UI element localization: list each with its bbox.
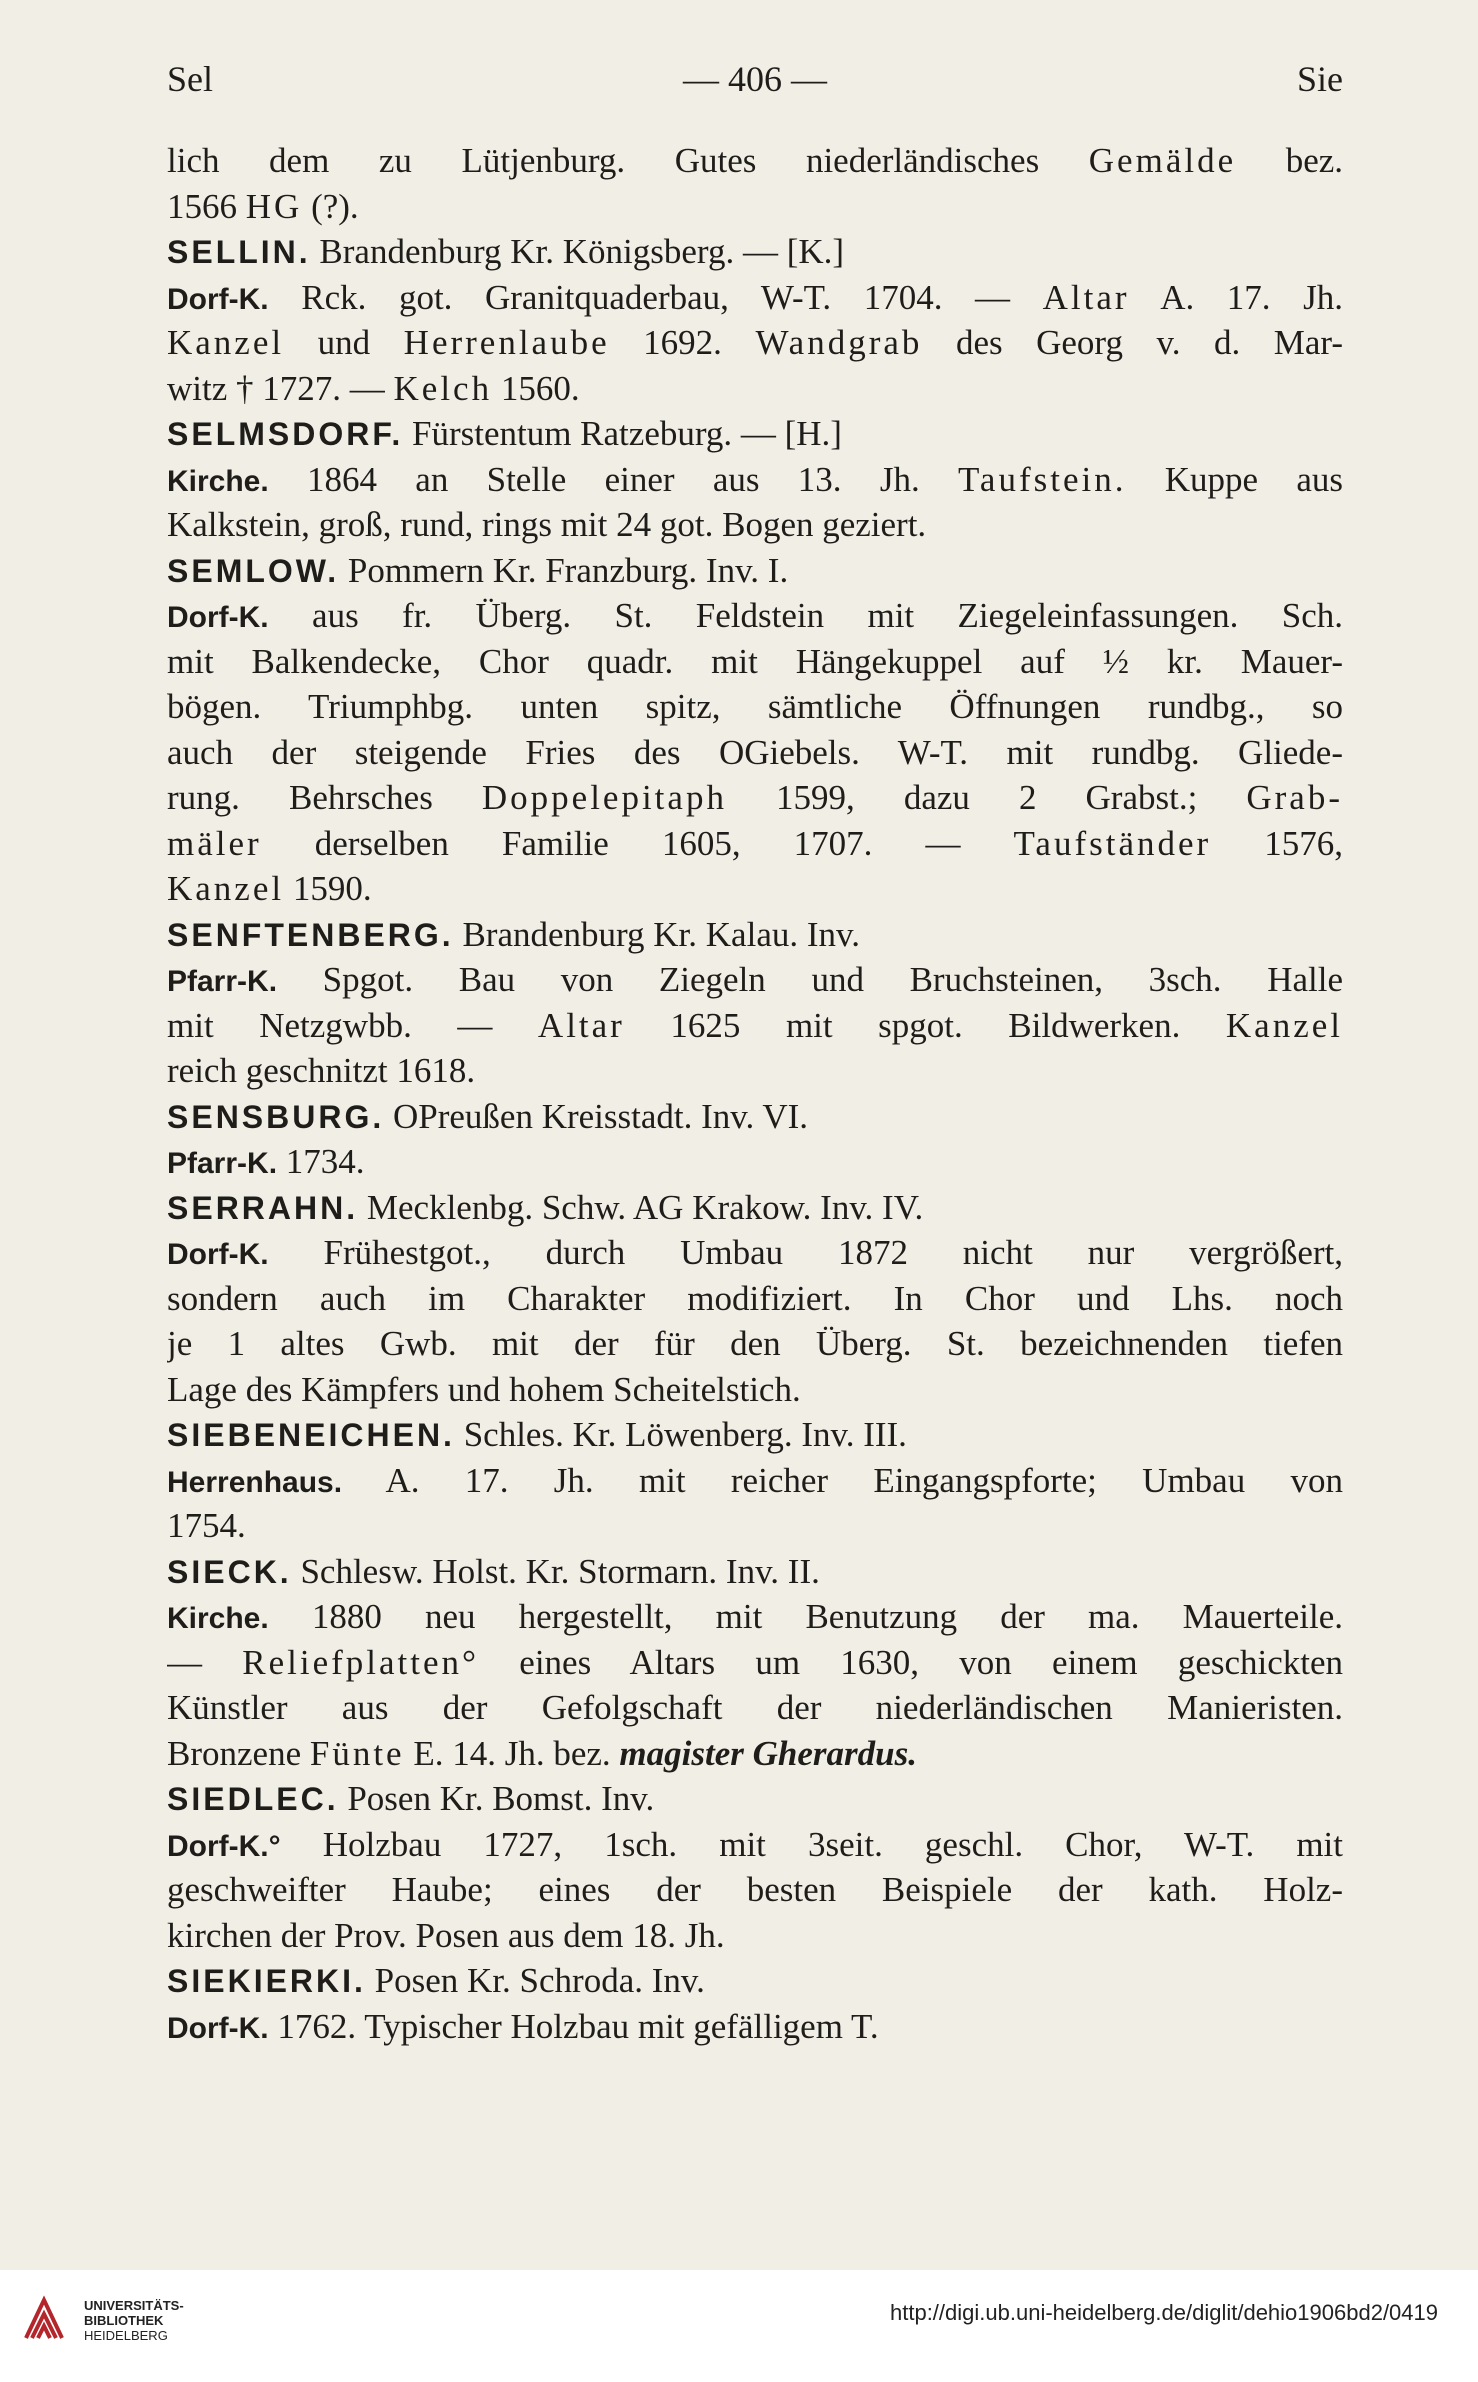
text-line: Dorf-K. Frühestgot., durch Umbau 1872 nicht nur vergrößert,: [167, 1233, 1343, 1272]
entry-heading-siebeneichen: SIEBENEICHEN. Schles. Kr. Löwenberg. Inv. III.: [167, 1415, 907, 1454]
text-line: Künstler aus der Gefolgschaft der niederländischen Manieristen.: [167, 1688, 1343, 1727]
text-line: Pfarr-K. 1734.: [167, 1142, 365, 1181]
text-line: Dorf-K. 1762. Typischer Holzbau mit gefälligem T.: [167, 2006, 879, 2046]
text-line: 1566 HG (?).: [167, 186, 359, 226]
text-line: geschweifter Haube; eines der besten Beispiele der kath. Holz-: [167, 1870, 1343, 1909]
text-line: Kirche. 1864 an Stelle einer aus 13. Jh. Taufstein. Kuppe aus: [167, 459, 1343, 499]
university-library-logo-icon: [16, 2292, 72, 2348]
header-left-keyword: Sel: [167, 59, 214, 99]
text-line: Kanzel 1590.: [167, 869, 372, 908]
viewer-footer: [0, 2270, 1478, 2382]
entry-heading-siekierki: SIEKIERKI. Posen Kr. Schroda. Inv.: [167, 1961, 705, 2000]
text-line: kirchen der Prov. Posen aus dem 18. Jh.: [167, 1915, 725, 1955]
entry-heading-siedlec: SIEDLEC. Posen Kr. Bomst. Inv.: [167, 1779, 655, 1818]
text-line: auch der steigende Fries des OGiebels. W-T. mit rundbg. Gliede-: [167, 732, 1343, 772]
running-header: [167, 58, 1343, 108]
entry-heading-sellin: SELLIN. Brandenburg Kr. Königsberg. — [K.]: [167, 232, 845, 271]
text-line: lich dem zu Lütjenburg. Gutes niederländisches Gemälde bez.: [167, 141, 1343, 180]
text-line: mit Netzgwbb. — Altar 1625 mit spgot. Bildwerken. Kanzel: [167, 1005, 1343, 1045]
text-line: Herrenhaus. A. 17. Jh. mit reicher Eingangspforte; Umbau von: [167, 1460, 1343, 1500]
text-line: reich geschnitzt 1618.: [167, 1051, 476, 1090]
entry-heading-senftenberg: SENFTENBERG. Brandenburg Kr. Kalau. Inv.: [167, 914, 860, 954]
text-line: Dorf-K.° Holzbau 1727, 1sch. mit 3seit. geschl. Chor, W-T. mit: [167, 1824, 1343, 1864]
text-line: Kirche. 1880 neu hergestellt, mit Benutzung der ma. Mauerteile.: [167, 1597, 1343, 1636]
header-right-keyword: Sie: [1296, 59, 1343, 99]
text-line: mit Balkendecke, Chor quadr. mit Hängekuppel auf ½ kr. Mauer-: [167, 641, 1343, 681]
text-line: bögen. Triumphbg. unten spitz, sämtliche Öffnungen rundbg., so: [167, 687, 1343, 726]
entry-heading-semlow: SEMLOW. Pommern Kr. Franzburg. Inv. I.: [167, 550, 789, 590]
entry-heading-sieck: SIECK. Schlesw. Holst. Kr. Stormarn. Inv. II.: [167, 1551, 820, 1591]
text-line: Bronzene Fünte E. 14. Jh. bez. magister Gherardus.: [167, 1733, 917, 1773]
text-line: Dorf-K. Rck. got. Granitquaderbau, W-T. 1704. — Altar A. 17. Jh.: [167, 277, 1343, 317]
page-number: — 406 —: [683, 59, 827, 99]
permalink-url[interactable]: http://digi.ub.uni-heidelberg.de/diglit/dehio1906bd2/0419: [890, 2300, 1438, 2325]
text-line: 1754.: [167, 1506, 246, 1545]
text-line: rung. Behrsches Doppelepitaph 1599, dazu 2 Grabst.; Grab-: [167, 778, 1343, 817]
library-name: UNIVERSITÄTS- BIBLIOTHEK HEIDELBERG: [84, 2298, 184, 2343]
text-line: Pfarr-K. Spgot. Bau von Ziegeln und Bruchsteinen, 3sch. Halle: [167, 960, 1343, 999]
entry-heading-sensburg: SENSBURG. OPreußen Kreisstadt. Inv. VI.: [167, 1096, 809, 1136]
text-line: mäler derselben Familie 1605, 1707. — Taufständer 1576,: [167, 823, 1343, 863]
entry-heading-selmsdorf: SELMSDORF. Fürstentum Ratzeburg. — [H.]: [167, 414, 842, 453]
text-line: — Reliefplatten° eines Altars um 1630, von einem geschickten: [167, 1642, 1343, 1682]
entry-heading-serrahn: SERRAHN. Mecklenbg. Schw. AG Krakow. Inv. IV.: [167, 1187, 924, 1227]
text-line: je 1 altes Gwb. mit der für den Überg. St. bezeichnenden tiefen: [167, 1324, 1343, 1363]
text-line: Kalkstein, groß, rund, rings mit 24 got. Bogen geziert.: [167, 505, 927, 544]
text-line: Kanzel und Herrenlaube 1692. Wandgrab des Georg v. d. Mar-: [167, 323, 1343, 362]
text-line: sondern auch im Charakter modifiziert. In Chor und Lhs. noch: [167, 1278, 1343, 1318]
page-body: [167, 138, 1343, 2049]
text-line: witz † 1727. — Kelch 1560.: [167, 368, 580, 408]
text-line: Dorf-K. aus fr. Überg. St. Feldstein mit Ziegeleinfassungen. Sch.: [167, 596, 1343, 635]
text-line: Lage des Kämpfers und hohem Scheitelstich.: [167, 1369, 801, 1409]
